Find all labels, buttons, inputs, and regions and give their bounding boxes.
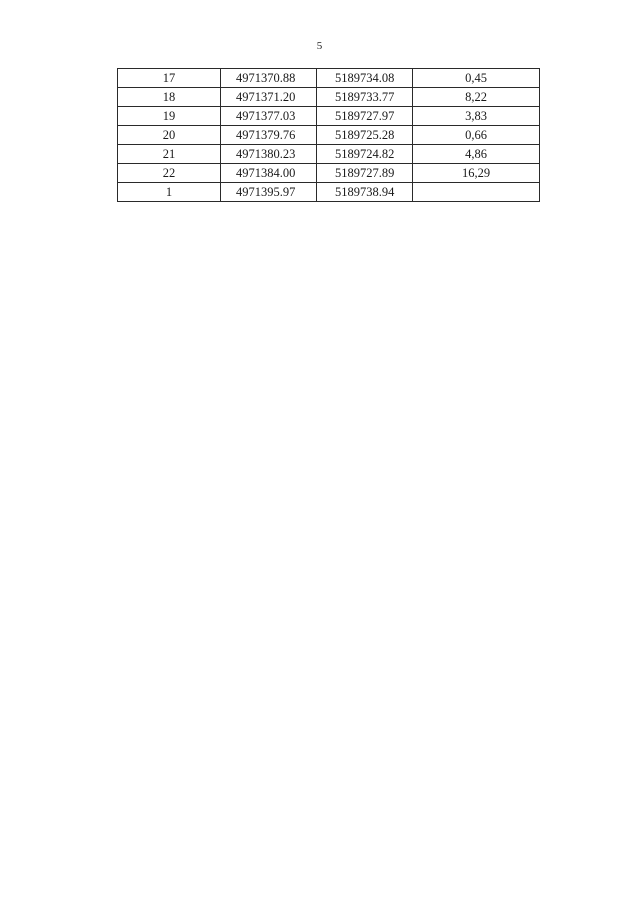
distance-cell: 4,86 bbox=[413, 145, 540, 164]
table-row bbox=[118, 164, 540, 183]
point-number-cell: 19 bbox=[118, 107, 221, 126]
table-row bbox=[118, 145, 540, 164]
page-number: 5 bbox=[316, 40, 323, 52]
point-number-cell: 20 bbox=[118, 126, 221, 145]
distance-cell: 16,29 bbox=[413, 164, 540, 183]
x-coordinate-cell: 4971379.76 bbox=[221, 126, 317, 145]
table-row bbox=[118, 126, 540, 145]
table-row bbox=[118, 107, 540, 126]
point-number-cell: 22 bbox=[118, 164, 221, 183]
x-coordinate-cell: 4971370.88 bbox=[221, 69, 317, 88]
y-coordinate-cell: 5189733.77 bbox=[317, 88, 413, 107]
point-number-cell: 1 bbox=[118, 183, 221, 202]
table-row bbox=[118, 183, 540, 202]
distance-cell: 8,22 bbox=[413, 88, 540, 107]
x-coordinate-cell: 4971395.97 bbox=[221, 183, 317, 202]
point-number-cell: 18 bbox=[118, 88, 221, 107]
point-number-cell: 21 bbox=[118, 145, 221, 164]
distance-cell: 0,66 bbox=[413, 126, 540, 145]
table-row bbox=[118, 69, 540, 88]
x-coordinate-cell: 4971384.00 bbox=[221, 164, 317, 183]
y-coordinate-cell: 5189725.28 bbox=[317, 126, 413, 145]
x-coordinate-cell: 4971377.03 bbox=[221, 107, 317, 126]
coordinates-table bbox=[117, 68, 540, 202]
y-coordinate-cell: 5189734.08 bbox=[317, 69, 413, 88]
y-coordinate-cell: 5189727.97 bbox=[317, 107, 413, 126]
distance-cell: 3,83 bbox=[413, 107, 540, 126]
x-coordinate-cell: 4971380.23 bbox=[221, 145, 317, 164]
y-coordinate-cell: 5189727.89 bbox=[317, 164, 413, 183]
y-coordinate-cell: 5189738.94 bbox=[317, 183, 413, 202]
distance-cell: 0,45 bbox=[413, 69, 540, 88]
distance-cell bbox=[413, 183, 540, 202]
x-coordinate-cell: 4971371.20 bbox=[221, 88, 317, 107]
table-row bbox=[118, 88, 540, 107]
y-coordinate-cell: 5189724.82 bbox=[317, 145, 413, 164]
point-number-cell: 17 bbox=[118, 69, 221, 88]
